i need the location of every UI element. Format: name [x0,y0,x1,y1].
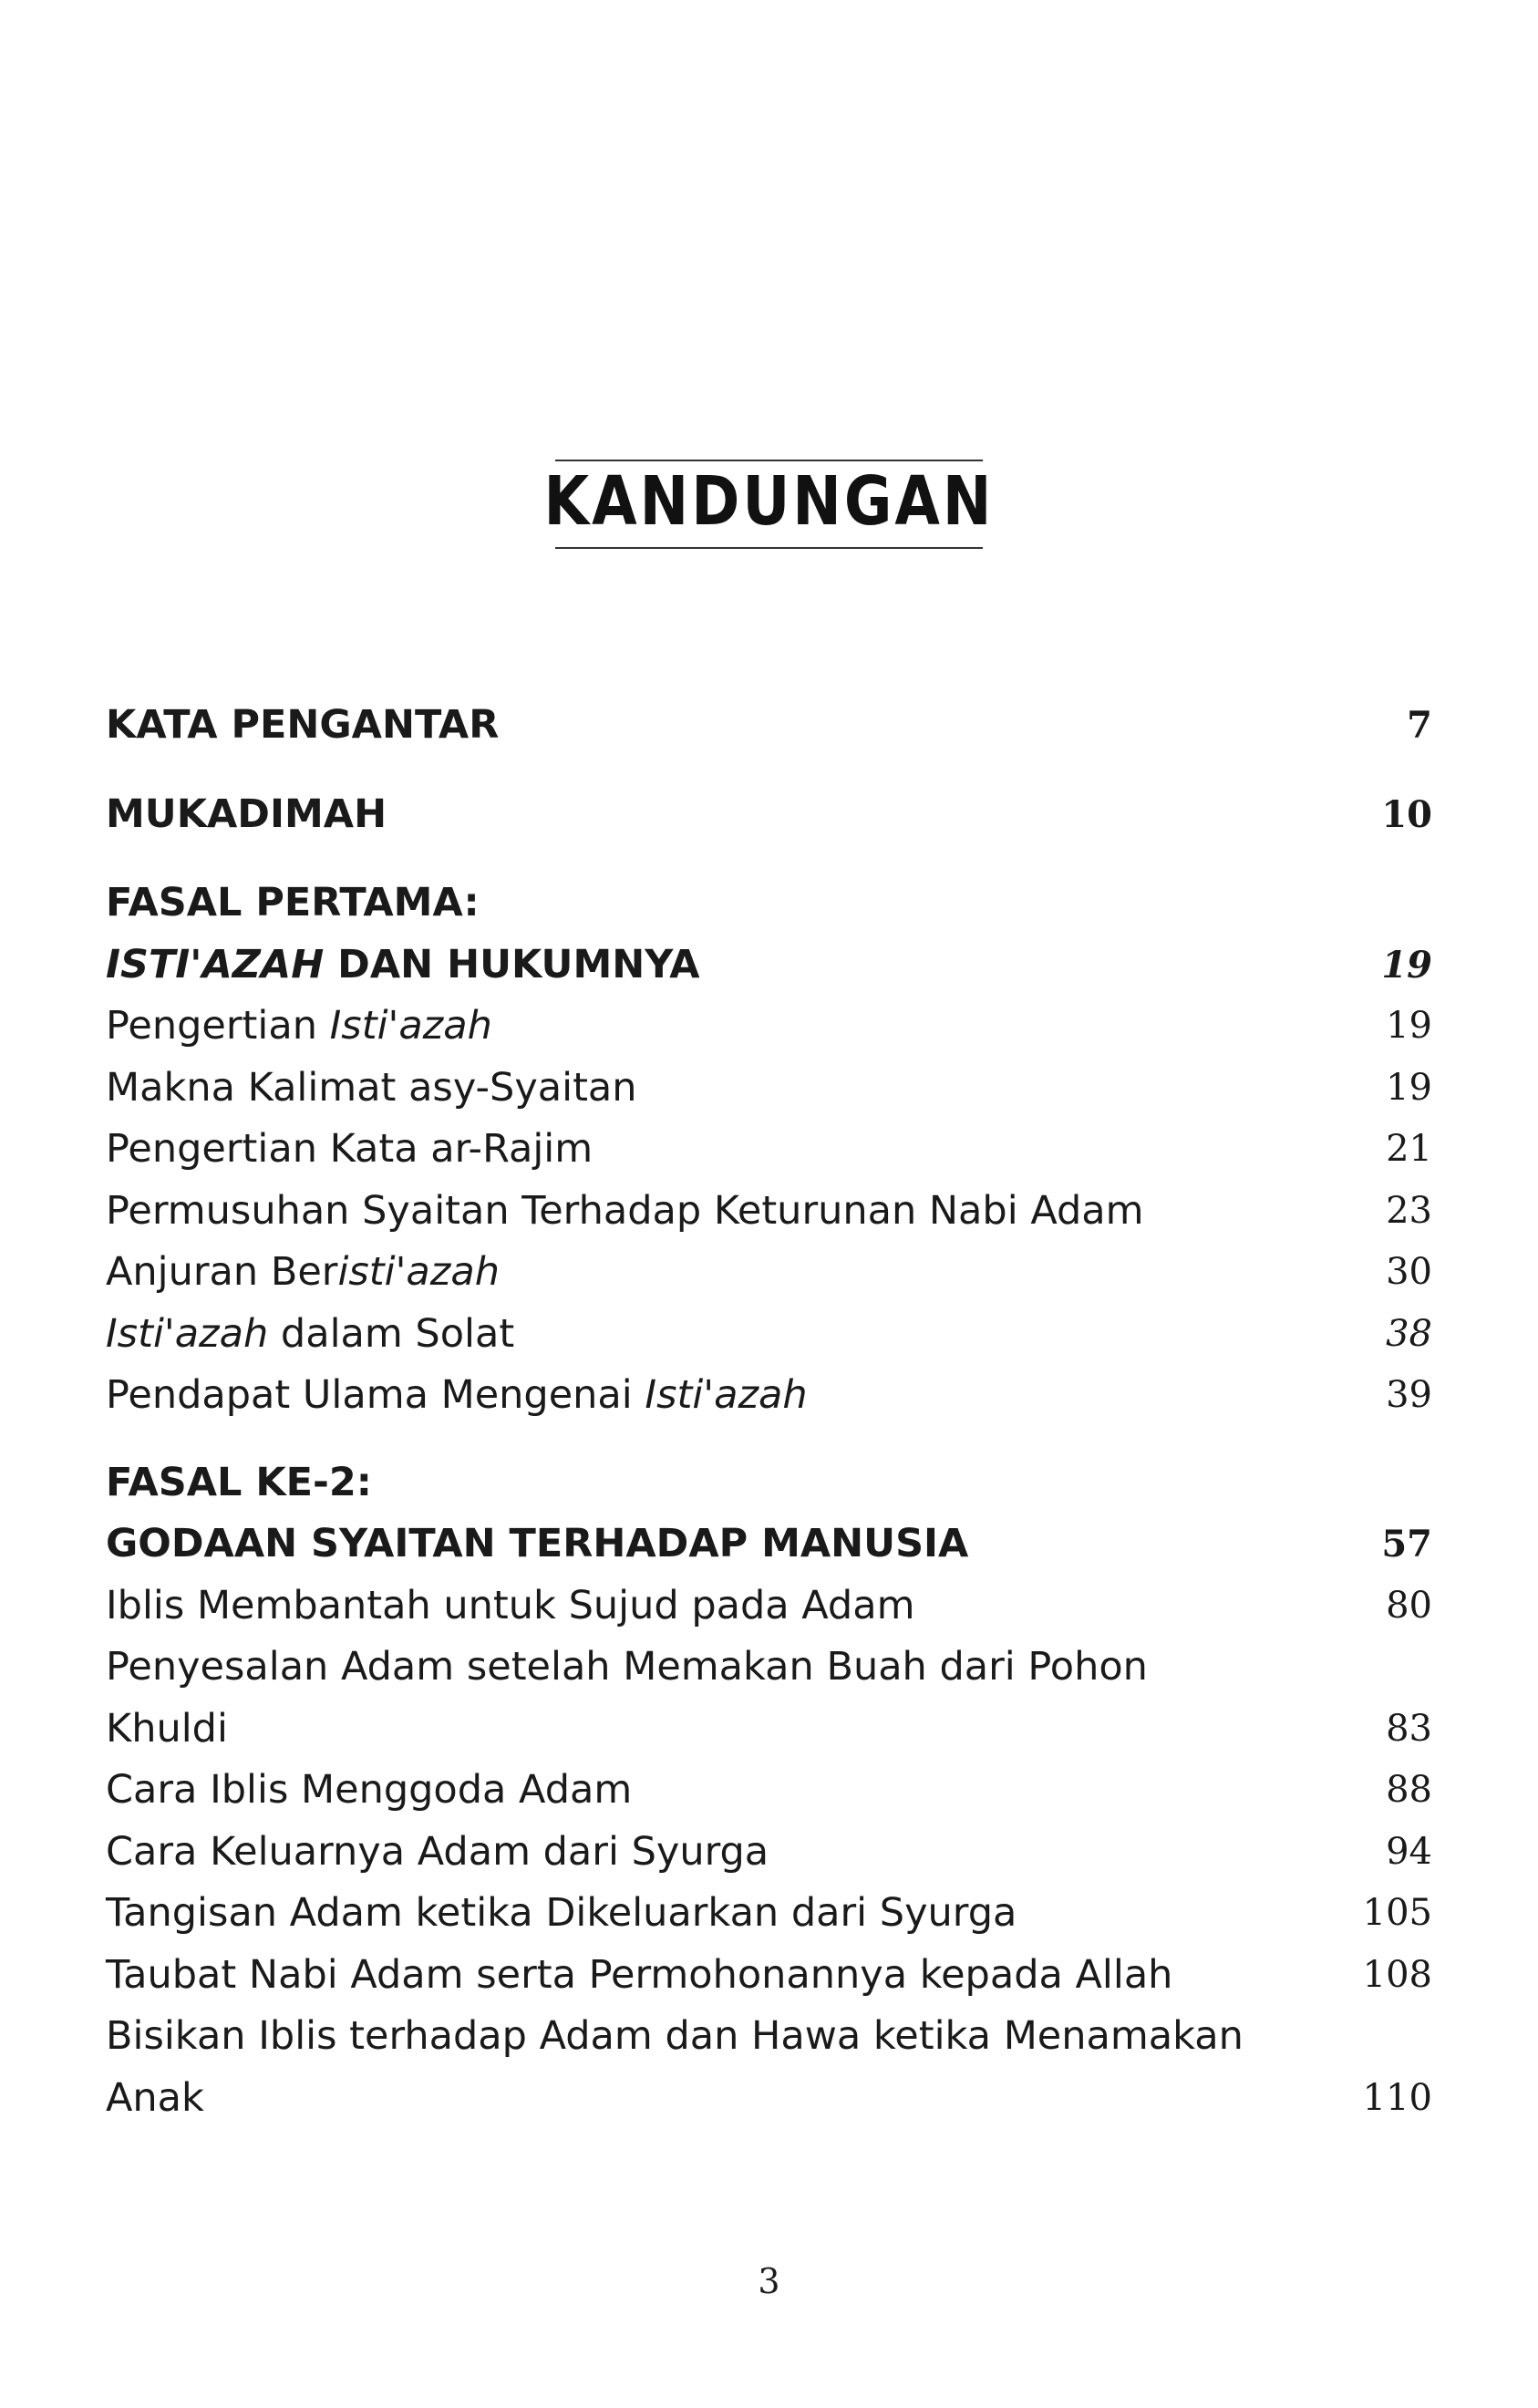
toc-entry-page: 110 [1362,2076,1432,2119]
toc-entry-page: 19 [1381,943,1432,987]
toc-entry-page: 39 [1386,1374,1432,1416]
toc-entry-label: Makna Kalimat asy-Syaitan [106,1064,637,1111]
toc-entry-label: MUKADIMAH [106,791,387,837]
toc-entry [106,1242,1432,1304]
toc-entry-page: 19 [1386,1005,1432,1047]
toc-entry-label: Tangisan Adam ketika Dikeluarkan dari Syurga [106,1890,1017,1936]
toc-chapter-title [106,1514,1432,1576]
toc-entry-label: ISTI'AZAH DAN HUKUMNYA [106,941,700,987]
toc-entry-page: 30 [1386,1251,1432,1293]
toc-entry-label: Isti'azah dalam Solat [106,1310,515,1357]
toc-entry-label: KATA PENGANTAR [106,702,500,748]
table-of-contents [106,695,1432,2129]
toc-entry-page: 105 [1362,1892,1432,1934]
toc-entry-page: 21 [1386,1128,1432,1170]
toc-entry [106,1058,1432,1120]
toc-entry-page: 57 [1381,1523,1432,1566]
toc-entry-label: Penyesalan Adam setelah Memakan Buah dari Pohon [106,1644,1148,1690]
toc-entry [106,1365,1432,1427]
toc-entry-label: Pendapat Ulama Mengenai Isti'azah [106,1372,808,1418]
toc-entry-page: 88 [1386,1769,1432,1811]
toc-entry-page: 7 [1407,704,1432,747]
toc-entry [106,1945,1432,2007]
toc-entry-page: 80 [1386,1584,1432,1627]
toc-entry-page: 108 [1362,1953,1432,1996]
toc-entry-label: FASAL KE-2: [106,1459,372,1505]
toc-entry [106,1181,1432,1243]
toc-entry [106,1760,1432,1822]
heading-block [0,456,1538,553]
toc-entry-label: Khuldi [106,1705,228,1752]
toc-entry-page: 83 [1386,1707,1432,1750]
toc-entry-page: 10 [1381,792,1432,836]
toc-entry-label: GODAAN SYAITAN TERHADAP MANUSIA [106,1521,969,1566]
toc-entry-label: Cara Iblis Menggoda Adam [106,1767,633,1813]
toc-entry-page: 38 [1386,1312,1432,1355]
toc-entry-mukadimah [106,784,1432,846]
toc-entry-label: Cara Keluarnya Adam dari Syurga [106,1828,769,1875]
toc-entry-label: Bisikan Iblis terhadap Adam dan Hawa ketika Menamakan [106,2013,1244,2059]
toc-entry-page: 19 [1386,1066,1432,1109]
toc-entry-label: Pengertian Isti'azah [106,1003,492,1049]
toc-entry [106,1576,1432,1638]
toc-entry [106,2068,1432,2130]
toc-entry-page: 23 [1386,1189,1432,1232]
toc-chapter-title [106,935,1432,997]
page-number: 3 [758,2261,780,2301]
toc-entry-label: Taubat Nabi Adam serta Permohonannya kepada Allah [106,1951,1173,1998]
page-title: KANDUNGAN [543,463,995,542]
toc-entry-label: FASAL PERTAMA: [106,880,480,925]
toc-entry-kata-pengantar [106,695,1432,757]
toc-entry-label: Anak [106,2074,204,2121]
toc-entry [106,1883,1432,1945]
toc-entry [106,2006,1432,2068]
toc-entry-label: Anjuran Beristi'azah [106,1249,500,1295]
toc-entry-label: Permusuhan Syaitan Terhadap Keturunan Nabi Adam [106,1187,1144,1234]
toc-entry [106,1822,1432,1884]
toc-chapter-heading [106,873,1432,935]
toc-entry-label: Pengertian Kata ar-Rajim [106,1126,594,1172]
toc-entry-page: 94 [1386,1830,1432,1873]
toc-entry [106,996,1432,1058]
toc-chapter-heading [106,1452,1432,1514]
toc-entry [106,1304,1432,1366]
toc-entry-label: Iblis Membantah untuk Sujud pada Adam [106,1582,915,1628]
heading-frame [537,456,1002,553]
toc-entry [106,1119,1432,1181]
toc-entry [106,1637,1432,1699]
toc-entry [106,1699,1432,1761]
